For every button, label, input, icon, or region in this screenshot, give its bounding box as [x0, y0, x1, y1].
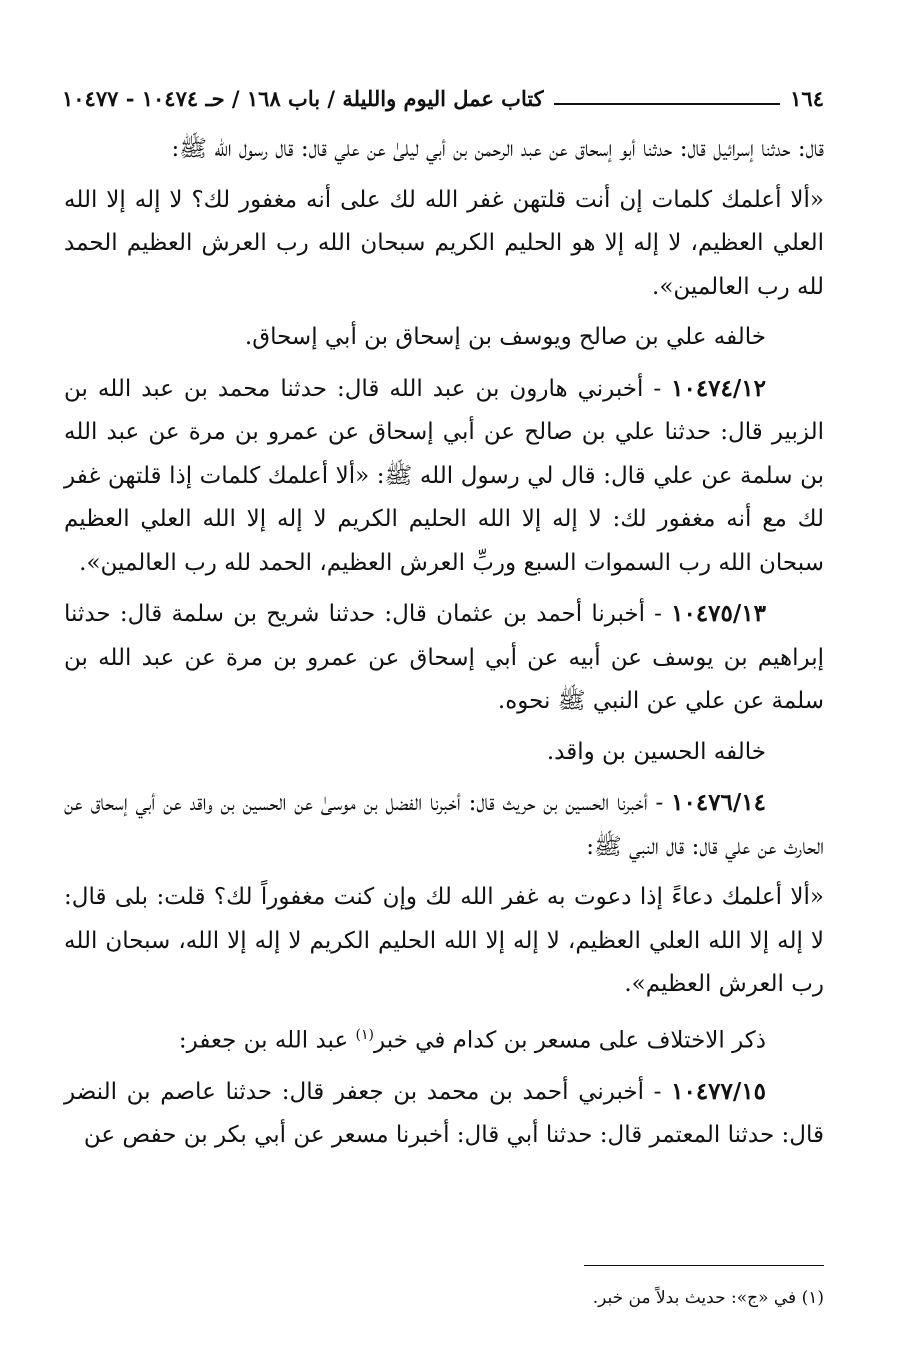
paragraph-hadith-text: «ألا أعلمك دعاءً إذا دعوت به غفر الله لك وإن كنت مغفوراً لك؟ قلت: بلى قال: لا إله إلا الله العلي العظيم، لا إله إلا الله الحليم الكريم لا إله إلا الله، سبحان الله رب العرش العظيم».	[64, 884, 824, 997]
hadith-number: ١٠٤٧٥/١٣	[671, 600, 766, 627]
paragraph-section-heading: ذكر الاختلاف على مسعر بن كدام في خبر$^{(١)}$ عبد الله بن جعفر:	[178, 1026, 766, 1054]
paragraph-hadith-10475: ١٠٤٧٥/١٣ - أخبرنا أحمد بن عثمان قال: حدثنا شريح بن سلمة قال: حدثنا إبراهيم بن يوسف عن أبيه عن أبي إسحاق عن عمرو بن مرة عن عبد الله بن سلمة عن علي عن النبي ﷺ نحوه.	[64, 600, 824, 714]
footnote-separator	[584, 1265, 824, 1266]
hadith-number: ١٠٤٧٤/١٢	[671, 374, 766, 402]
hadith-number: ١٠٤٧٧/١٥	[671, 1077, 766, 1105]
paragraph-hadith-10476: ١٠٤٧٦/١٤ - أخبرنا الحسين بن حريث قال: أخبرنا الفضل بن موسىٰ عن الحسين بن واقد عن أبي إسحاق عن الحارث عن علي قال: قال النبي ﷺ:	[64, 789, 824, 860]
footnote-reference: (١)	[355, 1026, 374, 1043]
paragraph-note: خالفه الحسين بن واقد.	[546, 738, 766, 765]
page-number: ١٦٤	[790, 86, 824, 111]
paragraph-hadith-10474: ١٠٤٧٤/١٢ - أخبرني هارون بن عبد الله قال: حدثنا محمد بن عبد الله بن الزبير قال: حدثنا علي بن صالح عن أبي إسحاق عن عمرو بن مرة عن عبد الله بن سلمة عن علي قال: قال لي رسول الله ﷺ: «ألا أعلمك كلمات إذا قلتهن غفر لك مع أنه مغفور لك: لا إله إلا الله الحليم الكريم لا إله إلا الله العلي العظيم سبحان الله رب السموات السبع وربِّ العرش العظيم، الحمد لله رب العالمين».	[64, 374, 824, 576]
paragraph-note: خالفه علي بن صالح ويوسف بن إسحاق بن أبي إسحاق.	[244, 324, 766, 350]
hadith-number: ١٠٤٧٦/١٤	[671, 789, 767, 816]
paragraph-hadith-text: «ألا أعلمك كلمات إن أنت قلتهن غفر الله لك على أنه مغفور لك؟ لا إله إلا الله العلي العظيم، لا إله إلا هو الحليم الكريم سبحان الله رب العرش العظيم الحمد لله رب العالمين».	[64, 186, 824, 300]
paragraph-isnad-continuation: قال: حدثنا إسرائيل قال: حدثنا أبو إسحاق عن عبد الرحمن بن أبي ليلىٰ عن علي قال: قال رسول الله ﷺ:	[171, 136, 824, 162]
page-body	[64, 128, 824, 1158]
paragraph-hadith-10477: ١٠٤٧٧/١٥ - أخبرني أحمد بن محمد بن جعفر قال: حدثنا عاصم بن النضر قال: حدثنا المعتمر قال: حدثنا أبي قال: أخبرنا مسعر عن أبي بكر بن حفص عن	[64, 1077, 824, 1149]
footnote: (١) في «ج»: حديث بدلاً من خبر.	[592, 1288, 824, 1308]
header-rule	[554, 103, 780, 105]
running-title: كتاب عمل اليوم والليلة / باب ١٦٨ / حـ ١٠٤٧٤ - ١٠٤٧٧	[62, 86, 544, 111]
page-header	[62, 70, 824, 114]
